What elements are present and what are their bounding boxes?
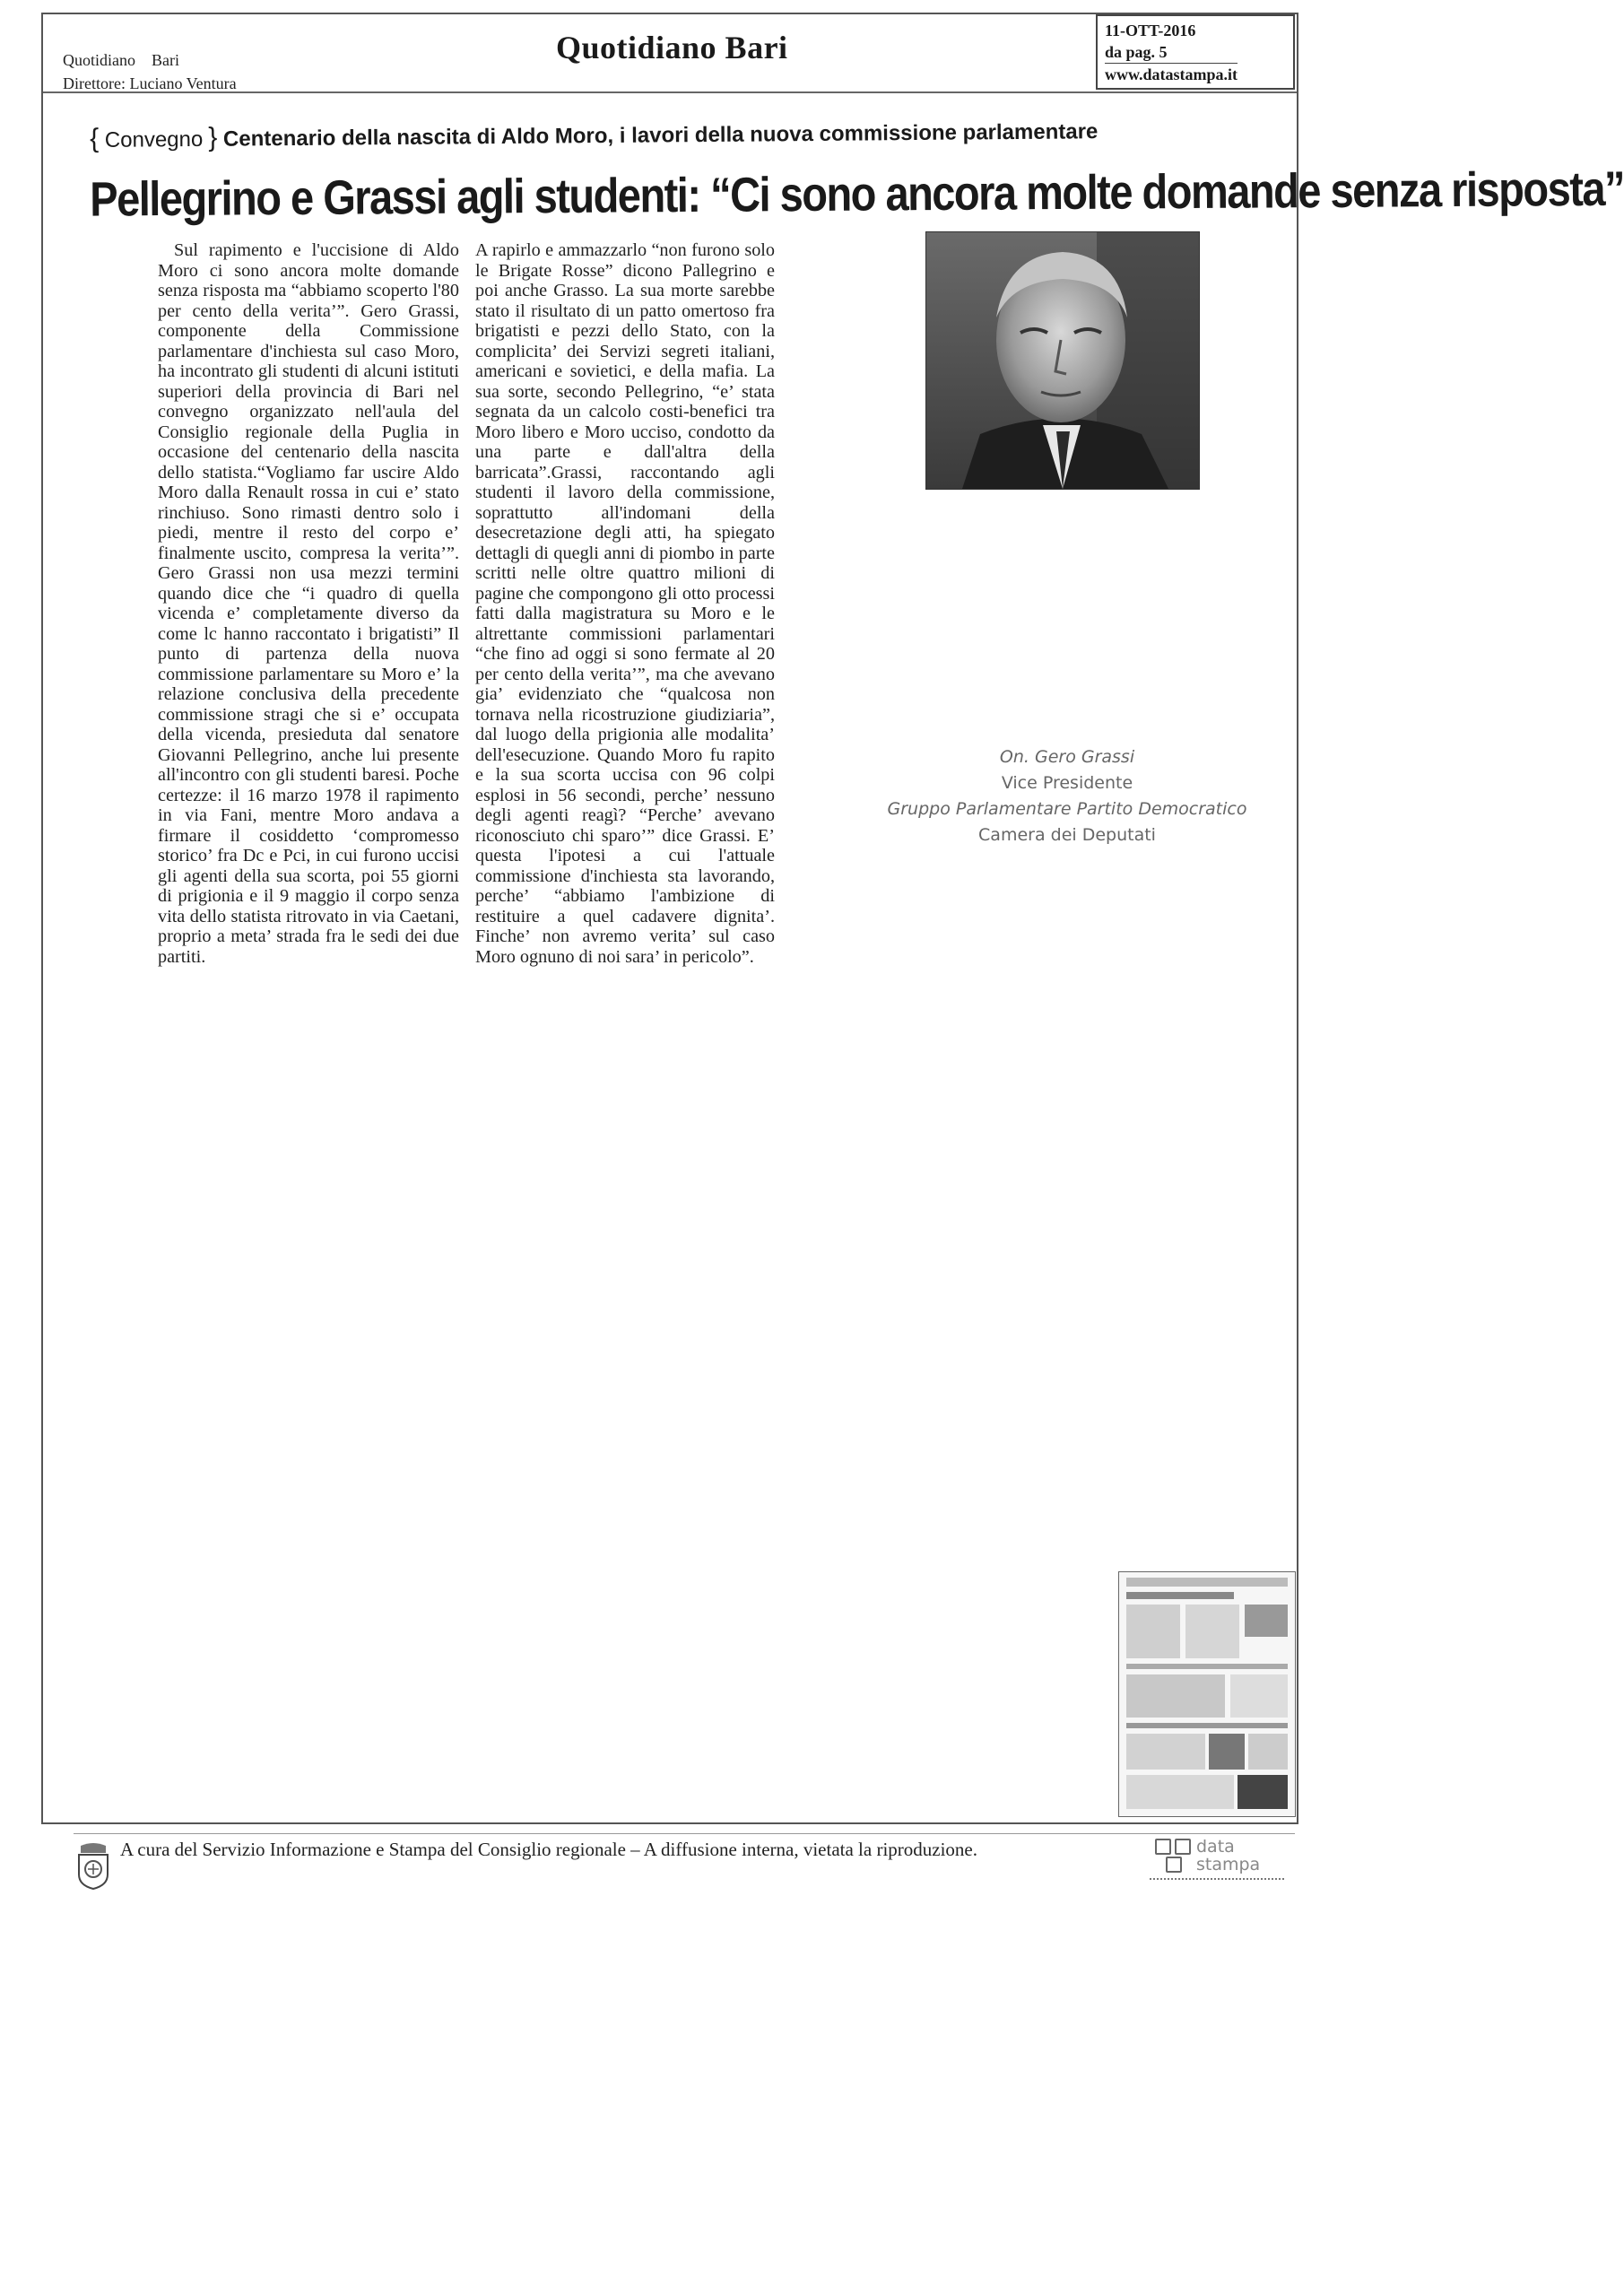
photo-caption — [861, 744, 1273, 848]
article-column-1 — [158, 240, 459, 967]
page-ref: da pag. 5 — [1105, 43, 1168, 61]
column-2-text: A rapirlo e ammazzarlo “non furono solo le Brigate Rosse” dicono Pallegrino e poi anche Grasso. La sua morte sarebbe stato il risultato di un patto omertoso fra brigatisti e pezzi dello Stato, con la complicita’ dei Servizi segreti italiani, americani e sovietici, e della mafia. La sua sorte, secondo Pellegrino, “e’ stata segnata da un calcolo costi-benefici tra Moro libero e Moro ucciso, condotto da una parte e dall'altra della barricata”.Grassi, raccontando agli studenti il lavoro della commissione, soprattutto all'indomani della desecretazione degli atti, ha spiegato dettagli di quegli anni di piombo in parte scritti nelle oltre quattro milioni di pagine che compongono gli otto processi fatti dalla magistratura su Moro e le altrettante commissioni parlamentari “che fino ad oggi si sono fermate al 20 per cento della verita’”, ma che avevano gia’ evidenziato che “qualcosa non tornava nella ricostruzione giudiziaria”, dal luogo della prigionia alle modalita’ dell'esecuzione. Quando Moro fu rapito e la sua scorta uccisa con 96 colpi esplosi in 56 secondi, perche’ nessuno degli agenti reagì? “Perche’ avevano riconosciuto chi sparo’” dice Grassi. E’ questa l'ipotesi a cui l'attuale commissione d'inchiesta sta lavorando, perche’ “abbiamo l'ambizione di restituire a quel cadavere dignita’. Finche’ non avremo verita’ sul caso Moro ognuno di noi sara’ in pericolo”. — [475, 240, 775, 967]
logo-square-icon — [1166, 1857, 1182, 1873]
kicker-tag: Convegno — [104, 126, 204, 152]
footer-divider — [74, 1833, 1295, 1834]
headline: Pellegrino e Grassi agli studenti: “Ci sono ancora molte domande senza risposta” — [90, 161, 1624, 227]
logo-word-stampa: stampa — [1196, 1855, 1261, 1874]
article-column-2 — [475, 240, 775, 967]
footer-notice: A cura del Servizio Informazione e Stampa del Consiglio regionale – A diffusione interna, vietata la riproduzione. — [120, 1839, 978, 1860]
logo-word-data: data — [1196, 1837, 1235, 1857]
column-1-text: Sul rapimento e l'uccisione di Aldo Moro ci sono ancora molte domande senza risposta ma “abbiamo scoperto l'80 per cento della verita’”. Gero Grassi, componente della Commissione parlamentare d'inchiesta sul caso Moro, ha incontrato gli studenti di alcuni istituti superiori della provincia di Bari nel convegno organizzato nell'aula del Consiglio regionale della Puglia in occasione del centenario della nascita dello statista.“Vogliamo far uscire Aldo Moro dalla Renault rossa in cui e’ stato rinchiuso. Sono rimasti dentro solo i piedi, mentre il resto del corpo e’ finalmente uscito, compresa la verita’”. Gero Grassi non usa mezzi termini quando dice che “i quadro di quella vicenda e’ completamente diverso da come lc hanno raccontato i brigatisti” Il punto di partenza della nuova commissione parlamentare su Moro e’ la relazione conclusiva della precedente commissione stragi che si e’ occupata della vicenda, presieduta dal senatore Giovanni Pellegrino, anche lui presente all'incontro con gli studenti baresi. Poche certezze: il 16 marzo 1978 il rapimento in via Fani, mentre Moro andava a firmare il cosiddetto ‘compromesso storico’ fra Dc e Pci, in cui furono uccisi gli agenti della sua scorta, poi 55 giorni di prigionia e il 9 maggio il corpo senza vita dello statista ritrovato in via Caetani, proprio a meta’ strada fra le sedi dei due partiti. — [158, 240, 459, 967]
header-left — [63, 48, 237, 95]
issue-date: 11-OTT-2016 — [1105, 22, 1196, 39]
caption-chamber: Camera dei Deputati — [978, 825, 1156, 845]
logo-square-icon — [1175, 1839, 1191, 1855]
date-box — [1096, 14, 1295, 90]
header-divider — [43, 91, 1297, 93]
source-url: www.datastampa.it — [1105, 63, 1238, 85]
caption-name: On. Gero Grassi — [999, 747, 1135, 767]
logo-fine-print — [1150, 1878, 1284, 1883]
logo-square-icon — [1155, 1839, 1171, 1855]
caption-group: Gruppo Parlamentare Partito Democratico — [887, 799, 1247, 819]
kicker-text: Centenario della nascita di Aldo Moro, i lavori della nuova commissione parlamentare — [222, 119, 1099, 152]
kicker-open-brace: { — [90, 123, 100, 153]
newspaper-name: Quotidiano Bari — [63, 51, 179, 69]
director-line: Direttore: Luciano Ventura — [63, 74, 237, 92]
masthead-title: Quotidiano Bari — [556, 30, 788, 65]
portrait-photo — [925, 231, 1200, 490]
caption-role: Vice Presidente — [1001, 773, 1133, 793]
kicker-close-brace: } — [208, 122, 218, 152]
datastampa-logo — [1150, 1837, 1284, 1894]
regional-crest-icon — [75, 1840, 111, 1889]
portrait-image — [926, 232, 1199, 489]
page-thumbnail — [1118, 1571, 1296, 1817]
page-thumbnail-image — [1119, 1572, 1295, 1816]
